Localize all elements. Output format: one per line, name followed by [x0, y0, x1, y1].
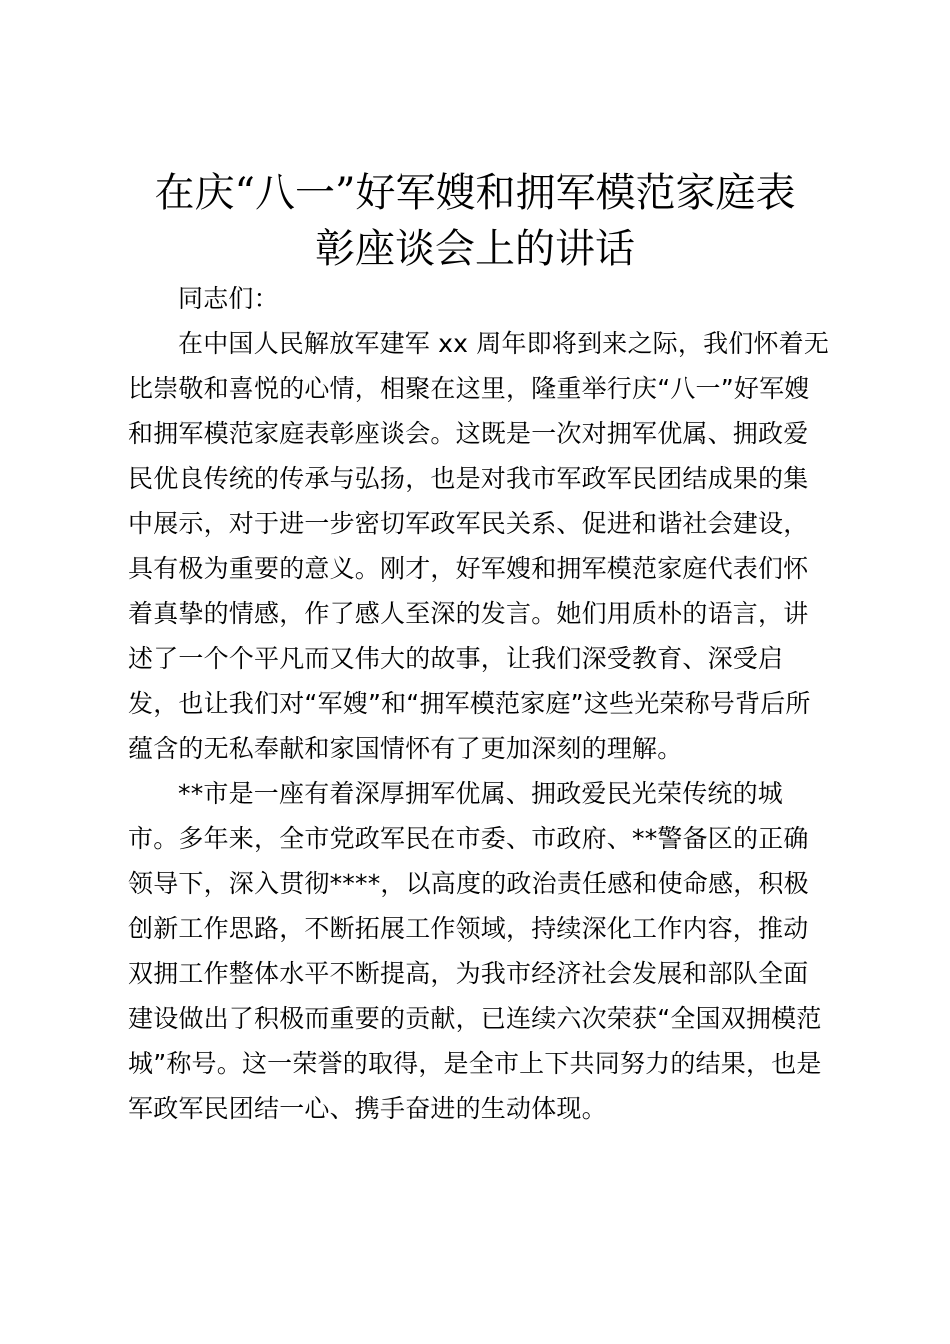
paragraph-line: 述了一个个平凡而又伟大的故事，让我们深受教育、深受启 [128, 644, 784, 673]
paragraph-2 [128, 771, 834, 1131]
paragraph-line: 发，也让我们对“军嫂”和“拥军模范家庭”这些光荣称号背后所 [128, 689, 811, 718]
paragraph-line: 建设做出了积极而重要的贡献，已连续六次荣获“全国双拥模范 [128, 1004, 822, 1033]
paragraph-line: 双拥工作整体水平不断提高，为我市经济社会发展和部队全面 [128, 959, 809, 988]
title-line: 在庆“八一”好军嫂和拥军模范家庭表 [154, 170, 796, 216]
paragraph-line: 领导下，深入贯彻****，以高度的政治责任感和使命感，积极 [128, 869, 809, 898]
paragraph-line: 城”称号。这一荣誉的取得，是全市上下共同努力的结果，也是 [128, 1049, 822, 1078]
paragraph-line: 创新工作思路，不断拓展工作领域，持续深化工作内容，推动 [128, 914, 809, 943]
document-title [110, 165, 840, 277]
paragraph-line: 军政军民团结一心、携手奋进的生动体现。 [128, 1094, 607, 1123]
paragraph-line: 比崇敬和喜悦的心情，相聚在这里，隆重举行庆“八一”好军嫂 [128, 374, 810, 403]
paragraph-line: **市是一座有着深厚拥军优属、拥政爱民光荣传统的城 [178, 779, 784, 808]
paragraph-line: 着真挚的情感，作了感人至深的发言。她们用质朴的语言，讲 [128, 599, 809, 628]
paragraph-1 [128, 321, 834, 771]
paragraph-line: 蕴含的无私奉献和家国情怀有了更加深刻的理解。 [128, 734, 683, 763]
document-body [128, 276, 834, 1131]
paragraph-line: 具有极为重要的意义。刚才，好军嫂和拥军模范家庭代表们怀 [128, 554, 809, 583]
paragraph-line: 和拥军模范家庭表彰座谈会。这既是一次对拥军优属、拥政爱 [128, 419, 809, 448]
paragraph-line: 市。多年来，全市党政军民在市委、市政府、**警备区的正确 [128, 824, 809, 853]
salutation: 同志们： [178, 284, 279, 313]
paragraph-line: 在中国人民解放军建军 xx 周年即将到来之际，我们怀着无 [178, 329, 830, 358]
title-line: 彰座谈会上的讲话 [315, 226, 635, 272]
paragraph-line: 民优良传统的传承与弘扬，也是对我市军政军民团结成果的集 [128, 464, 809, 493]
paragraph-line: 中展示，对于进一步密切军政军民关系、促进和谐社会建设， [128, 509, 809, 538]
